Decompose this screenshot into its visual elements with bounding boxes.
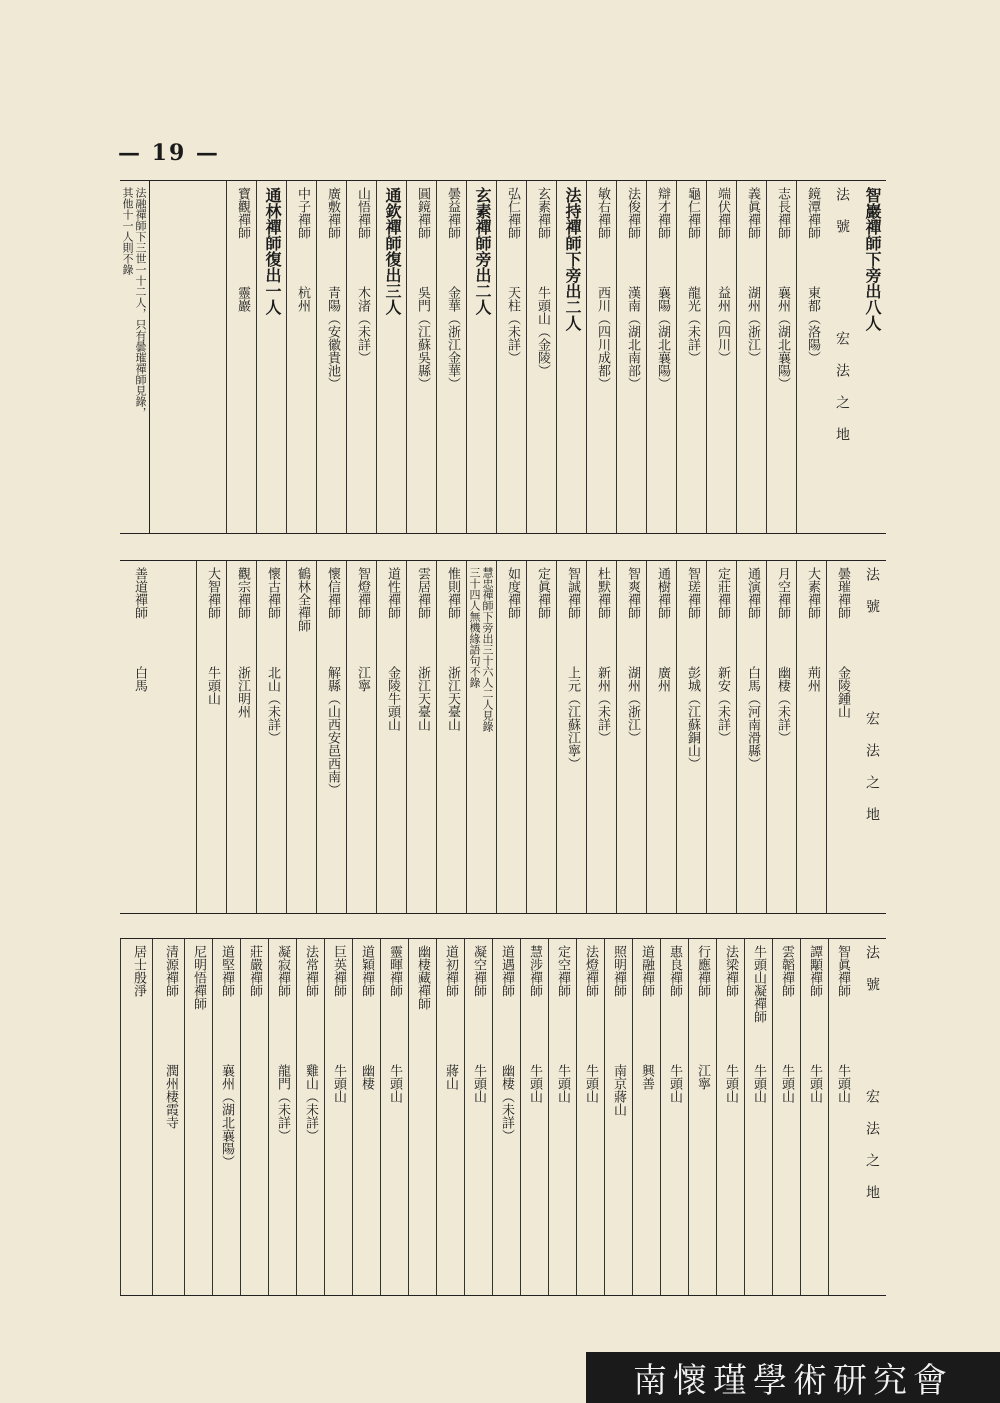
table-block-3: [120, 938, 886, 1296]
table-row: 大素禪師 荊州: [796, 561, 826, 913]
table-row: 法俊禪師 漢南（湖北南部）: [616, 181, 646, 533]
header-hongfa: 宏法之地: [834, 331, 850, 459]
table-row: 如度禪師: [496, 561, 526, 913]
table-row: 定空禪師 牛頭山: [548, 939, 576, 1295]
table-row: 定眞禪師: [526, 561, 556, 913]
table-row: 道遇禪師 幽棲（未詳）: [492, 939, 520, 1295]
table-row: 法燈禪師 牛頭山: [576, 939, 604, 1295]
table-row: 智爽禪師 湖州（浙江）: [616, 561, 646, 913]
table-row: 通樹禪師 廣州: [646, 561, 676, 913]
table-row: 智眞禪師 牛頭山: [828, 939, 856, 1295]
table-row: 大智禪師 牛頭山: [196, 561, 226, 913]
table-row: 法常禪師 雞山（未詳）: [296, 939, 324, 1295]
table-row: 惠良禪師 牛頭山: [660, 939, 688, 1295]
table-row: 懷古禪師 北山（未詳）: [256, 561, 286, 913]
subheading: 通林禪師復出一人: [256, 181, 286, 533]
table-row: 慧涉禪師 牛頭山: [520, 939, 548, 1295]
table-row: 法梁禪師 牛頭山: [716, 939, 744, 1295]
table-row: 凝寂禪師 龍門（未詳）: [268, 939, 296, 1295]
table-row: 道性禪師 金陵牛頭山: [376, 561, 406, 913]
note-text: 法融禪師下三世一十二人，只有曇璀禪師見錄， 其他十一人則不錄: [121, 187, 147, 418]
table-row: 觀宗禪師 浙江明州: [226, 561, 256, 913]
table-block-1: [120, 180, 886, 534]
table-row: 莊嚴禪師: [240, 939, 268, 1295]
table-row: 幽棲藏禪師: [408, 939, 436, 1295]
table-row: 曇益禪師 金華（浙江金華）: [436, 181, 466, 533]
table-row: 端伏禪師 益州（四川）: [706, 181, 736, 533]
table-row: 道初禪師 蔣山: [436, 939, 464, 1295]
table-row: 道融禪師 興善: [632, 939, 660, 1295]
page-number: — 19 —: [118, 140, 220, 166]
table-row: 靈暉禪師 牛頭山: [380, 939, 408, 1295]
table-row: 尼明悟禪師: [184, 939, 212, 1295]
table-row: 辯才禪師 襄陽（湖北襄陽）: [646, 181, 676, 533]
table-row: 善道禪師 白馬: [132, 567, 147, 692]
table-row: 義眞禪師 湖州（浙江）: [736, 181, 766, 533]
table-row: 弘仁禪師 天柱（未詳）: [496, 181, 526, 533]
table-row: 月空禪師 幽棲（未詳）: [766, 561, 796, 913]
header-fahao: 法號: [834, 187, 850, 251]
table-row: 道堅禪師 襄州（湖北襄陽）: [212, 939, 240, 1295]
table-row: 曇璀禪師 金陵鍾山: [826, 561, 856, 913]
note-col: 慧忠禪師下旁出三十六人二人見錄 三十四人無機緣語句不錄: [466, 561, 496, 913]
block1-title-col: [856, 181, 886, 533]
table-row: 雲韜禪師 牛頭山: [772, 939, 800, 1295]
table-row: 廣敷禪師 青陽（安徽貴池）: [316, 181, 346, 533]
block3-header-col: 法號 宏法之地: [864, 945, 880, 1217]
table-row: 通演禪師 白馬（河南滑縣）: [736, 561, 766, 913]
table-row: 懷信禪師 解縣（山西安邑西南）: [316, 561, 346, 913]
table-row: 凝空禪師 牛頭山: [464, 939, 492, 1295]
table-row: 惟則禪師 浙江天臺山: [436, 561, 466, 913]
table-row: 山悟禪師 木渚（未詳）: [346, 181, 376, 533]
table-row: 志長禪師 襄州（湖北襄陽）: [766, 181, 796, 533]
table-row: 雲居禪師 浙江天臺山: [406, 561, 436, 913]
table-row: 照明禪師 南京蔣山: [604, 939, 632, 1295]
table-row: 玄素禪師 牛頭山（金陵）: [526, 181, 556, 533]
watermark-banner: 南懷瑾學術研究會: [586, 1352, 1000, 1403]
table-row: 智燈禪師 江寧: [346, 561, 376, 913]
table-row: 龜仁禪師 龍光（未詳）: [676, 181, 706, 533]
table-row: 杜默禪師 新州（未詳）: [586, 561, 616, 913]
table-row: 牛頭山凝禪師 牛頭山: [744, 939, 772, 1295]
subheading: 玄素禪師旁出二人: [466, 181, 496, 533]
table-row: 智瑳禪師 彭城（江蘇銅山）: [676, 561, 706, 913]
table-row: 敏右禪師 西川（四川成都）: [586, 181, 616, 533]
block2-header-col: 法號 宏法之地: [864, 567, 880, 839]
table-row: 智誠禪師 上元（江蘇江寧）: [556, 561, 586, 913]
table-row: 圓鏡禪師 吳門（江蘇吳縣）: [406, 181, 436, 533]
note-col: [120, 181, 150, 533]
table-row: 鶴林全禪師: [286, 561, 316, 913]
table-row: 行應禪師 江寧: [688, 939, 716, 1295]
table-row: 鏡潭禪師 東都（洛陽）: [796, 181, 826, 533]
subheading: 通欽禪師復出三人: [376, 181, 406, 533]
table-row: 中子禪師 杭州: [286, 181, 316, 533]
table-block-2: [120, 560, 886, 914]
table-row: 清源禪師 潤州棲霞寺: [152, 939, 184, 1295]
subheading: 法持禪師下旁出二人: [556, 181, 586, 533]
table-row: 居士殷淨: [120, 939, 152, 1295]
table-row: 巨英禪師 牛頭山: [324, 939, 352, 1295]
table-row: 譚顒禪師 牛頭山: [800, 939, 828, 1295]
table-row: 寶觀禪師 靈巖: [226, 181, 256, 533]
block1-header-col: [826, 181, 856, 533]
table-row: 道穎禪師 幽棲: [352, 939, 380, 1295]
block1-title: 智巖禪師下旁出八人: [863, 187, 882, 331]
table-row: 定莊禪師 新安（未詳）: [706, 561, 736, 913]
